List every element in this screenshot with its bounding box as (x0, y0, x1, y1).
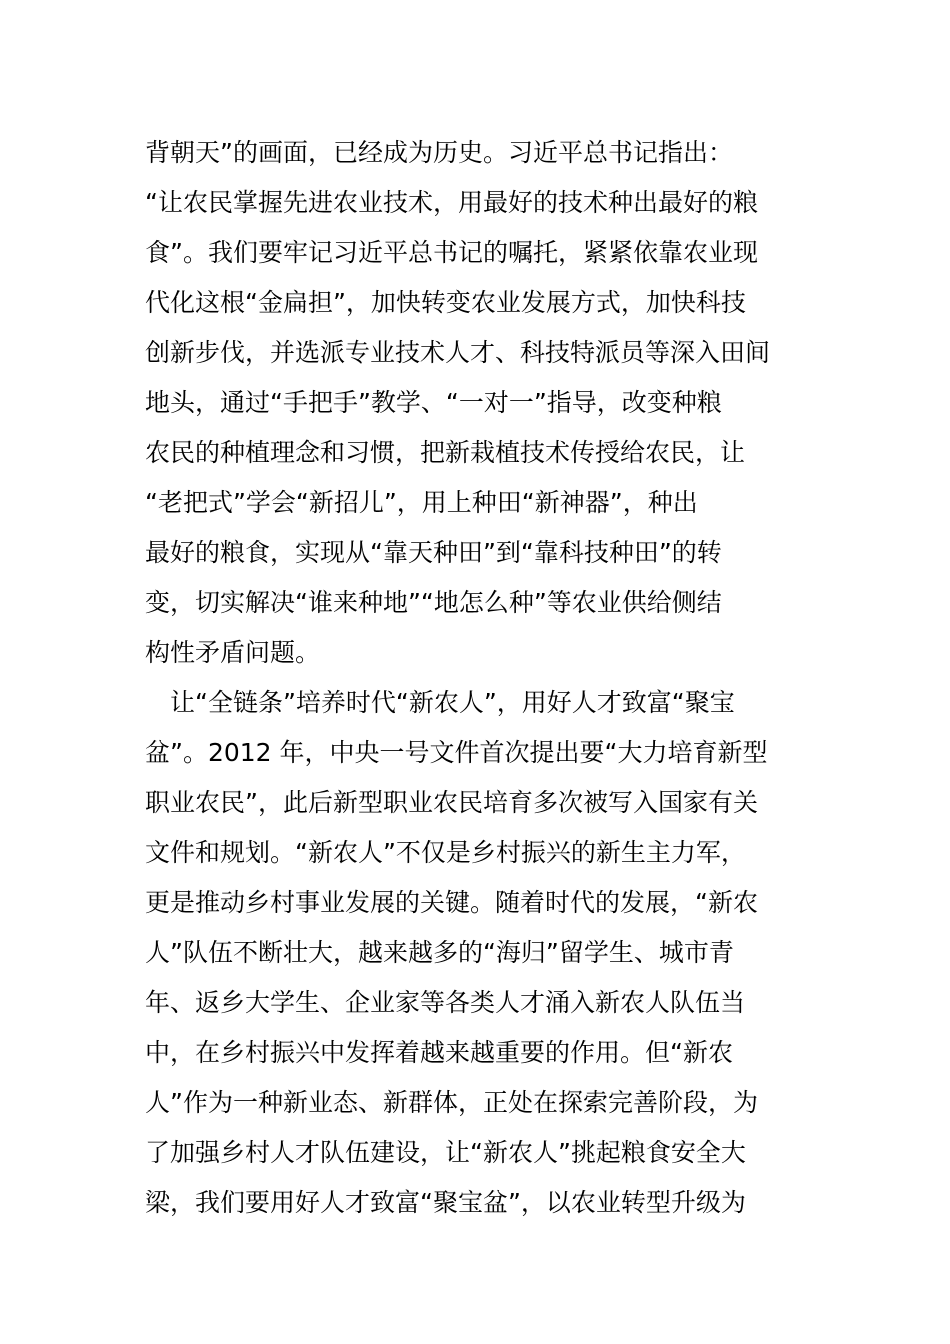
text-line: 更是推动乡村事业发展的关键。随着时代的发展，“新农 (145, 888, 758, 917)
text-line: 变，切实解决“谁来种地”“地怎么种”等农业供给侧结 (145, 588, 722, 617)
text-line: 创新步伐，并选派专业技术人才、科技特派员等深入田间 (145, 338, 771, 367)
text-line: 文件和规划。“新农人”不仅是乡村振兴的新生主力军， (145, 838, 746, 867)
text-line: 中，在乡村振兴中发挥着越来越重要的作用。但“新农 (145, 1038, 733, 1067)
text-line: 人”队伍不断壮大，越来越多的“海归”留学生、城市青 (145, 938, 734, 967)
text-line: “让农民掌握先进农业技术，用最好的技术种出最好的粮 (145, 188, 758, 217)
text-line: 梁，我们要用好人才致富“聚宝盆”，以农业转型升级为 (145, 1188, 746, 1217)
text-line: 盆”。2012 年，中央一号文件首次提出要“大力培育新型 (145, 738, 768, 767)
text-line: 地头，通过“手把手”教学、“一对一”指导，改变种粮 (145, 388, 722, 417)
text-line: 让“全链条”培养时代“新农人”，用好人才致富“聚宝 (145, 688, 735, 717)
text-line: 农民的种植理念和习惯，把新栽植技术传授给农民，让 (145, 438, 746, 467)
text-line: 最好的粮食，实现从“靠天种田”到“靠科技种田”的转 (145, 538, 722, 567)
text-line: 食”。我们要牢记习近平总书记的嘱托，紧紧依靠农业现 (145, 238, 758, 267)
text-line: 代化这根“金扁担”，加快转变农业发展方式，加快科技 (145, 288, 746, 317)
text-line: “老把式”学会“新招儿”，用上种田“新神器”，种出 (145, 488, 698, 517)
text-line: 年、返乡大学生、企业家等各类人才涌入新农人队伍当 (145, 988, 746, 1017)
text-line: 职业农民”，此后新型职业农民培育多次被写入国家有关 (145, 788, 758, 817)
text-line: 了加强乡村人才队伍建设，让“新农人”挑起粮食安全大 (145, 1138, 746, 1167)
body-text (145, 128, 815, 1228)
text-line: 背朝天”的画面，已经成为历史。习近平总书记指出： (145, 138, 733, 167)
text-line: 构性矛盾问题。 (145, 638, 321, 667)
text-line: 人”作为一种新业态、新群体，正处在探索完善阶段，为 (145, 1088, 758, 1117)
